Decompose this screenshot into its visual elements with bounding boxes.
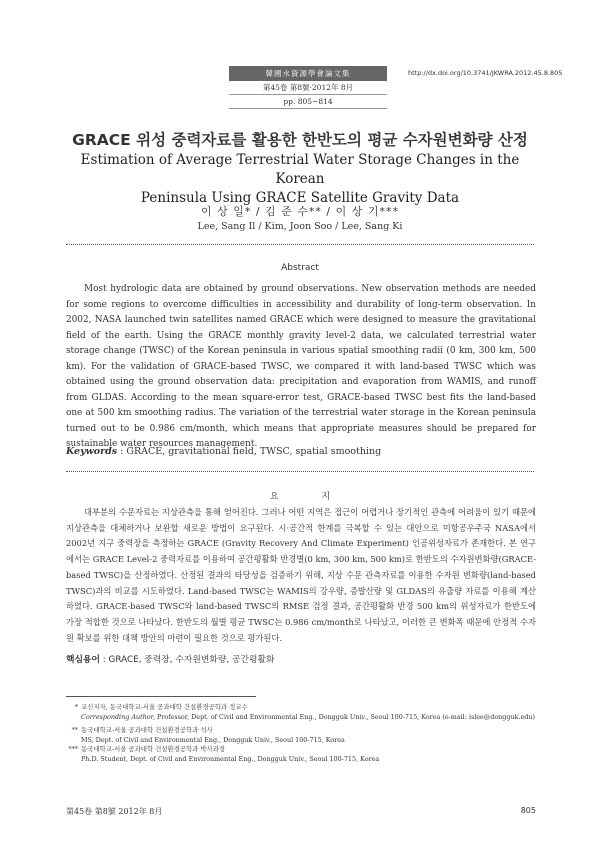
page-number: 805 xyxy=(520,806,536,815)
volume-issue: 第45卷 第8號·2012年 8月 xyxy=(229,81,387,95)
korean-keywords-list: : GRACE, 중력장, 수자원변화량, 공간평활화 xyxy=(100,655,275,665)
footnote-rule xyxy=(66,696,256,697)
footnote-line: 동국대학교-서울 공과대학 건설환경공학과 박사과정 xyxy=(81,745,226,753)
footnote-3 xyxy=(66,744,546,764)
page-range: pp. 805~814 xyxy=(229,95,387,109)
keywords-list: : GRACE, gravitational field, TWSC, spatial smoothing xyxy=(117,446,382,457)
footnote-mark: * xyxy=(74,703,78,711)
footnote-line: Ph.D. Student, Dept. of Civil and Environmental Eng., Dongguk Univ., Seoul 100-715, Korea xyxy=(81,755,380,763)
footnote-italic: Corresponding Author, xyxy=(81,713,155,721)
doi-link[interactable]: http://dx.doi.org/10.3741/JKWRA.2012.45.8.805 xyxy=(408,69,563,77)
footnote-mark: *** xyxy=(68,745,78,753)
footnote-line: 교신저자, 동국대학교-서울 공과대학 건설환경공학과 정교수 xyxy=(81,703,248,711)
abstract-text: Most hydrologic data are obtained by ground observations. New observation methods are needed for some regions to overcome difficulties in accessibility and durability of long-term observation. In 2002, NASA launched twin satellites named GRACE which were designed to measure the gravitational field of the earth. Using the GRACE monthly gravity level-2 data, we calculated terrestrial water storage change (TWSC) of the Korean peninsula in various spatial smoothing radii (0 km, 300 km, 500 km). For the validation of GRACE-based TWSC, we compared it with land-based TWSC which was obtained using the ground observation data: precipitation and evaporation from WAMIS, and runoff from GLDAS. According to the mean square-error test, GRACE-based TWSC best fits the land-based one at 500 km smoothing radius. The variation of the terrestrial water storage in the Korean peninsula turned out to be 0.986 cm/month, which means that appropriate measures should be prepared for sustainable water resources management. xyxy=(66,284,536,449)
journal-info-box xyxy=(229,66,387,109)
yoji-heading: 요 지 xyxy=(269,492,351,502)
abstract-heading: Abstract xyxy=(281,263,319,273)
authors-korean: 이 상 일* / 김 준 수** / 이 상 기*** xyxy=(200,205,399,218)
keywords-label: Keywords xyxy=(66,446,118,457)
korean-keywords xyxy=(66,652,536,665)
authors-english: Lee, Sang Il / Kim, Joon Soo / Lee, Sang Ki xyxy=(197,221,403,232)
journal-name: 韓國水資源學會論文集 xyxy=(229,66,387,81)
abstract-keywords xyxy=(66,446,536,457)
korean-keywords-label: 핵심용어 xyxy=(66,655,100,665)
footnote-mark: ** xyxy=(71,726,78,734)
footer-issue: 第45卷 第8號 2012年 8月 xyxy=(66,807,163,816)
english-title xyxy=(60,151,540,208)
english-title-line2: Peninsula Using GRACE Satellite Gravity Data xyxy=(140,190,460,206)
footnote-line: MS, Dept. of Civil and Environmental Eng., Dongguk Univ., Seoul 100-715, Korea xyxy=(81,736,345,744)
footnote-line: 동국대학교-서울 공과대학 건설환경공학과 석사 xyxy=(81,726,213,734)
dotted-divider xyxy=(66,244,534,245)
english-title-line1: Estimation of Average Terrestrial Water Storage Changes in the Korean xyxy=(80,152,520,187)
footnote-2 xyxy=(66,725,546,745)
dotted-divider xyxy=(66,471,534,472)
korean-title: GRACE 위성 중력자료를 활용한 한반도의 평균 수자원변화량 산정 xyxy=(72,131,528,149)
footnote-line: Professor, Dept. of Civil and Environmental Eng., Dongguk Univ., Seoul 100-715, Korea (e-mail: islee@dongguk.edu) xyxy=(154,713,535,721)
yoji-text: 대부분의 수문자료는 지상관측을 통해 얻어진다. 그러나 어떤 지역은 접근이 어렵거나 장기적인 관측에 어려움이 있기 때문에 지상관측을 대체하거나 보완할 새로운 방법이 요구된다. 시·공간적 한계를 극복할 수 있는 대안으로 미항공우주국 NASA에서 2002년 지구 중력장을 측정하는 GRACE (Gravity Recovery And Climate Experiment) 인공위성자료가 존재한다. 본 연구에서는 GRACE Level-2 중력자료를 이용하여 공간평활화 반경별(0 km, 300 km, 500 km)로 한반도의 수자원변화량(GRACE-based TWSC)을 산정하였다. 산정된 결과의 타당성을 검증하기 위해, 지상 수문 관측자료를 이용한 수자원 변화량(land-based TWSC)과의 비교를 시도하였다. Land-based TWSC는 WAMIS의 강우량, 증발산량 및 GLDAS의 유출량 자료를 이용해 계산하였다. GRACE-based TWSC와 land-based TWSC의 RMSE 검정 결과, 공간평활화 반경 500 km의 위성자료가 한반도에 가장 적합한 것으로 나타났다. 한반도의 월별 평균 TWSC는 0.986 cm/month로 나타났고, 이러한 큰 변화폭 때문에 안정적 수자원 확보를 위한 대책 방안의 마련이 필요한 것으로 평가된다. xyxy=(66,507,536,643)
footnote-1 xyxy=(66,702,546,722)
